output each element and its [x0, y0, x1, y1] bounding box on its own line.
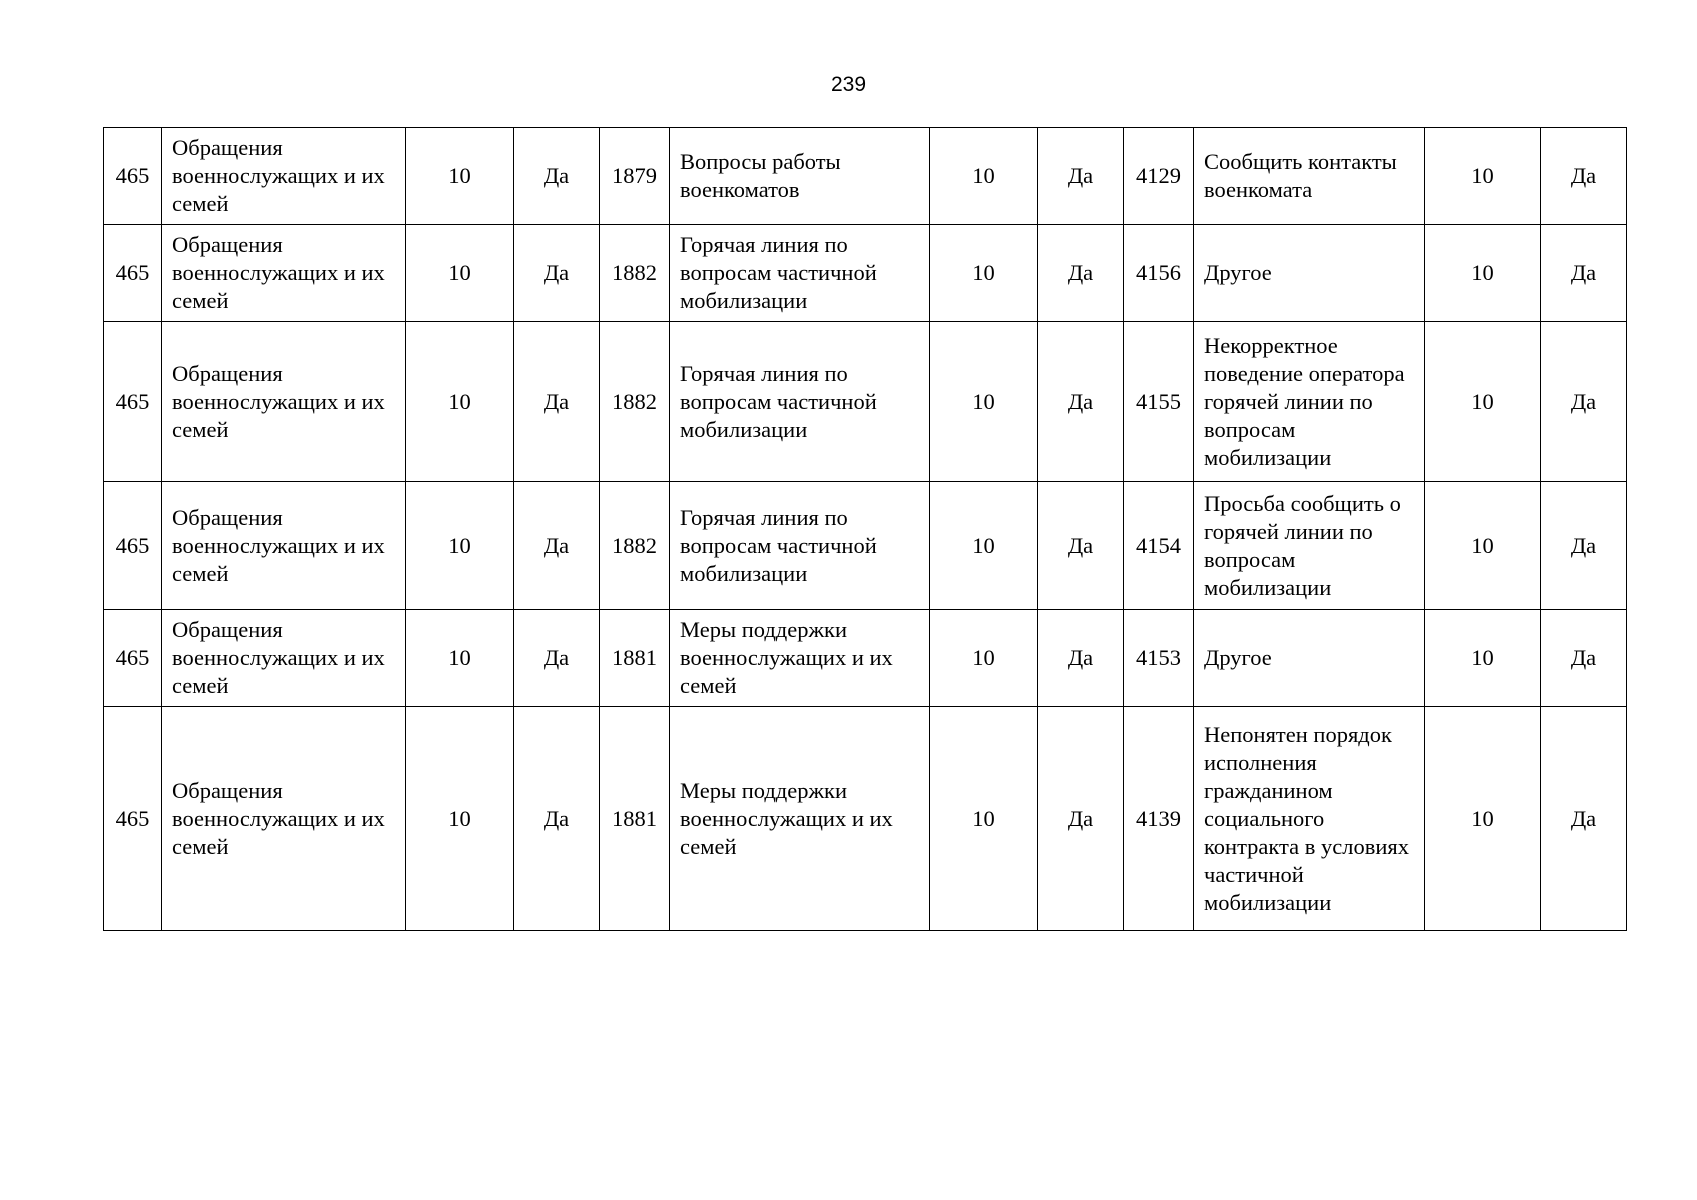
subtopic-flag-cell: Да [1541, 707, 1627, 931]
subtopic-code-cell: 4155 [1124, 322, 1194, 482]
subtopic-code-cell: 4153 [1124, 610, 1194, 707]
page-number: 239 [830, 73, 867, 96]
group-flag-cell: Да [514, 225, 600, 322]
subtopic-days-cell: 10 [1425, 610, 1541, 707]
topic-code-cell: 1882 [600, 482, 670, 610]
group-name-cell: Обращения военнослужащих и их семей [162, 707, 406, 931]
group-days-cell: 10 [406, 128, 514, 225]
table-row [104, 610, 1627, 707]
subtopic-name-cell: Просьба сообщить о горячей линии по вопросам мобилизации [1194, 482, 1425, 610]
table-row [104, 128, 1627, 225]
group-name-cell: Обращения военнослужащих и их семей [162, 482, 406, 610]
subtopic-days-cell: 10 [1425, 128, 1541, 225]
topic-flag-cell: Да [1038, 610, 1124, 707]
data-table [103, 127, 1627, 931]
group-name-cell: Обращения военнослужащих и их семей [162, 610, 406, 707]
group-code-cell: 465 [104, 707, 162, 931]
table-row [104, 482, 1627, 610]
group-code-cell: 465 [104, 128, 162, 225]
group-code-cell: 465 [104, 482, 162, 610]
topic-name-cell: Горячая линия по вопросам частичной мобилизации [670, 322, 930, 482]
subtopic-code-cell: 4139 [1124, 707, 1194, 931]
topic-name-cell: Горячая линия по вопросам частичной мобилизации [670, 225, 930, 322]
group-days-cell: 10 [406, 610, 514, 707]
topic-code-cell: 1882 [600, 322, 670, 482]
subtopic-days-cell: 10 [1425, 322, 1541, 482]
topic-days-cell: 10 [930, 610, 1038, 707]
group-days-cell: 10 [406, 707, 514, 931]
topic-days-cell: 10 [930, 225, 1038, 322]
subtopic-days-cell: 10 [1425, 482, 1541, 610]
table-row [104, 322, 1627, 482]
topic-name-cell: Меры поддержки военнослужащих и их семей [670, 707, 930, 931]
topic-code-cell: 1882 [600, 225, 670, 322]
subtopic-name-cell: Сообщить контакты военкомата [1194, 128, 1425, 225]
topic-flag-cell: Да [1038, 322, 1124, 482]
group-name-cell: Обращения военнослужащих и их семей [162, 225, 406, 322]
topic-flag-cell: Да [1038, 482, 1124, 610]
group-flag-cell: Да [514, 322, 600, 482]
subtopic-name-cell: Другое [1194, 225, 1425, 322]
group-code-cell: 465 [104, 225, 162, 322]
subtopic-flag-cell: Да [1541, 128, 1627, 225]
topic-flag-cell: Да [1038, 128, 1124, 225]
subtopic-name-cell: Непонятен порядок исполнения гражданином социального контракта в условиях частичной мобилизации [1194, 707, 1425, 931]
topic-code-cell: 1879 [600, 128, 670, 225]
subtopic-flag-cell: Да [1541, 482, 1627, 610]
group-days-cell: 10 [406, 482, 514, 610]
topic-flag-cell: Да [1038, 707, 1124, 931]
subtopic-code-cell: 4129 [1124, 128, 1194, 225]
group-name-cell: Обращения военнослужащих и их семей [162, 322, 406, 482]
group-days-cell: 10 [406, 322, 514, 482]
group-flag-cell: Да [514, 128, 600, 225]
topic-name-cell: Горячая линия по вопросам частичной мобилизации [670, 482, 930, 610]
table-row [104, 707, 1627, 931]
subtopic-flag-cell: Да [1541, 610, 1627, 707]
subtopic-days-cell: 10 [1425, 707, 1541, 931]
table-row [104, 225, 1627, 322]
group-flag-cell: Да [514, 610, 600, 707]
topic-code-cell: 1881 [600, 707, 670, 931]
subtopic-name-cell: Некорректное поведение оператора горячей линии по вопросам мобилизации [1194, 322, 1425, 482]
subtopic-name-cell: Другое [1194, 610, 1425, 707]
subtopic-code-cell: 4156 [1124, 225, 1194, 322]
group-flag-cell: Да [514, 707, 600, 931]
subtopic-flag-cell: Да [1541, 225, 1627, 322]
topic-name-cell: Меры поддержки военнослужащих и их семей [670, 610, 930, 707]
group-flag-cell: Да [514, 482, 600, 610]
topic-days-cell: 10 [930, 128, 1038, 225]
topic-days-cell: 10 [930, 482, 1038, 610]
topic-days-cell: 10 [930, 322, 1038, 482]
subtopic-days-cell: 10 [1425, 225, 1541, 322]
group-name-cell: Обращения военнослужащих и их семей [162, 128, 406, 225]
topic-days-cell: 10 [930, 707, 1038, 931]
topic-flag-cell: Да [1038, 225, 1124, 322]
group-days-cell: 10 [406, 225, 514, 322]
group-code-cell: 465 [104, 322, 162, 482]
group-code-cell: 465 [104, 610, 162, 707]
subtopic-flag-cell: Да [1541, 322, 1627, 482]
subtopic-code-cell: 4154 [1124, 482, 1194, 610]
topic-code-cell: 1881 [600, 610, 670, 707]
topic-name-cell: Вопросы работы военкоматов [670, 128, 930, 225]
